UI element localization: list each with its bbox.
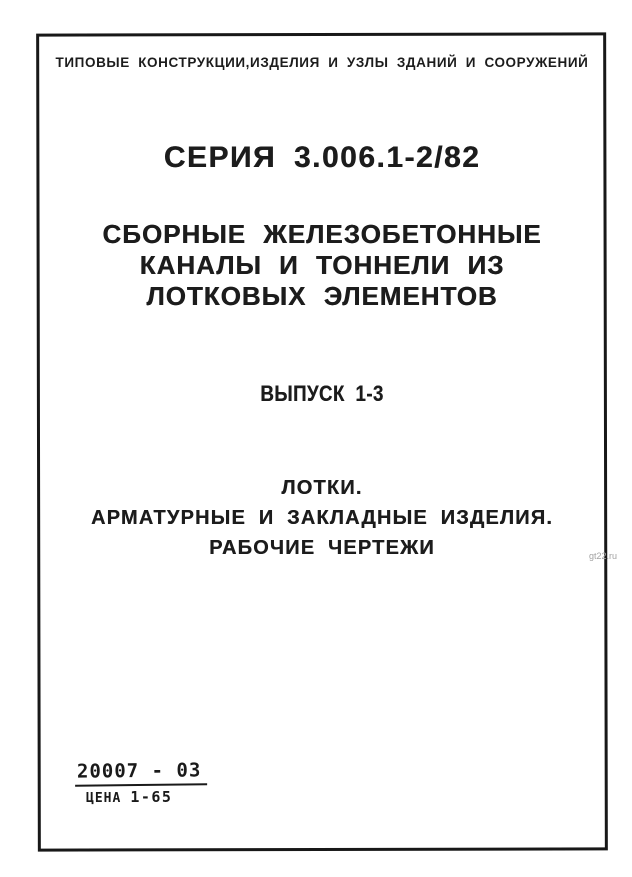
main-title-line-3: ЛОТКОВЫХ ЭЛЕМЕНТОВ	[146, 281, 498, 311]
price-label: ЦЕНА	[86, 791, 122, 806]
subtitle-line-3: РАБОЧИЕ ЧЕРТЕЖИ	[209, 537, 435, 559]
issue-label: ВЫПУСК 1-3	[260, 381, 384, 406]
price-line	[75, 788, 207, 806]
document-header: ТИПОВЫЕ КОНСТРУКЦИИ,ИЗДЕЛИЯ И УЗЛЫ ЗДАНИЙ И СООРУЖЕНИЙ	[55, 55, 589, 70]
main-title-line-2: КАНАЛЫ И ТОННЕЛИ ИЗ	[139, 250, 505, 280]
watermark: gt22.ru	[589, 551, 618, 561]
document-code: 20007 - 03	[75, 759, 208, 786]
series-title: СЕРИЯ 3.006.1-2/82	[163, 141, 481, 174]
main-title	[37, 219, 607, 312]
subtitle-line-1: ЛОТКИ.	[281, 477, 363, 499]
price-stamp	[75, 760, 207, 806]
price-value: 1-65	[130, 788, 173, 806]
main-title-line-1: СБОРНЫЕ ЖЕЛЕЗОБЕТОННЫЕ	[102, 219, 542, 249]
subtitle	[37, 473, 607, 563]
subtitle-line-2: АРМАТУРНЫЕ И ЗАКЛАДНЫЕ ИЗДЕЛИЯ.	[90, 507, 554, 529]
